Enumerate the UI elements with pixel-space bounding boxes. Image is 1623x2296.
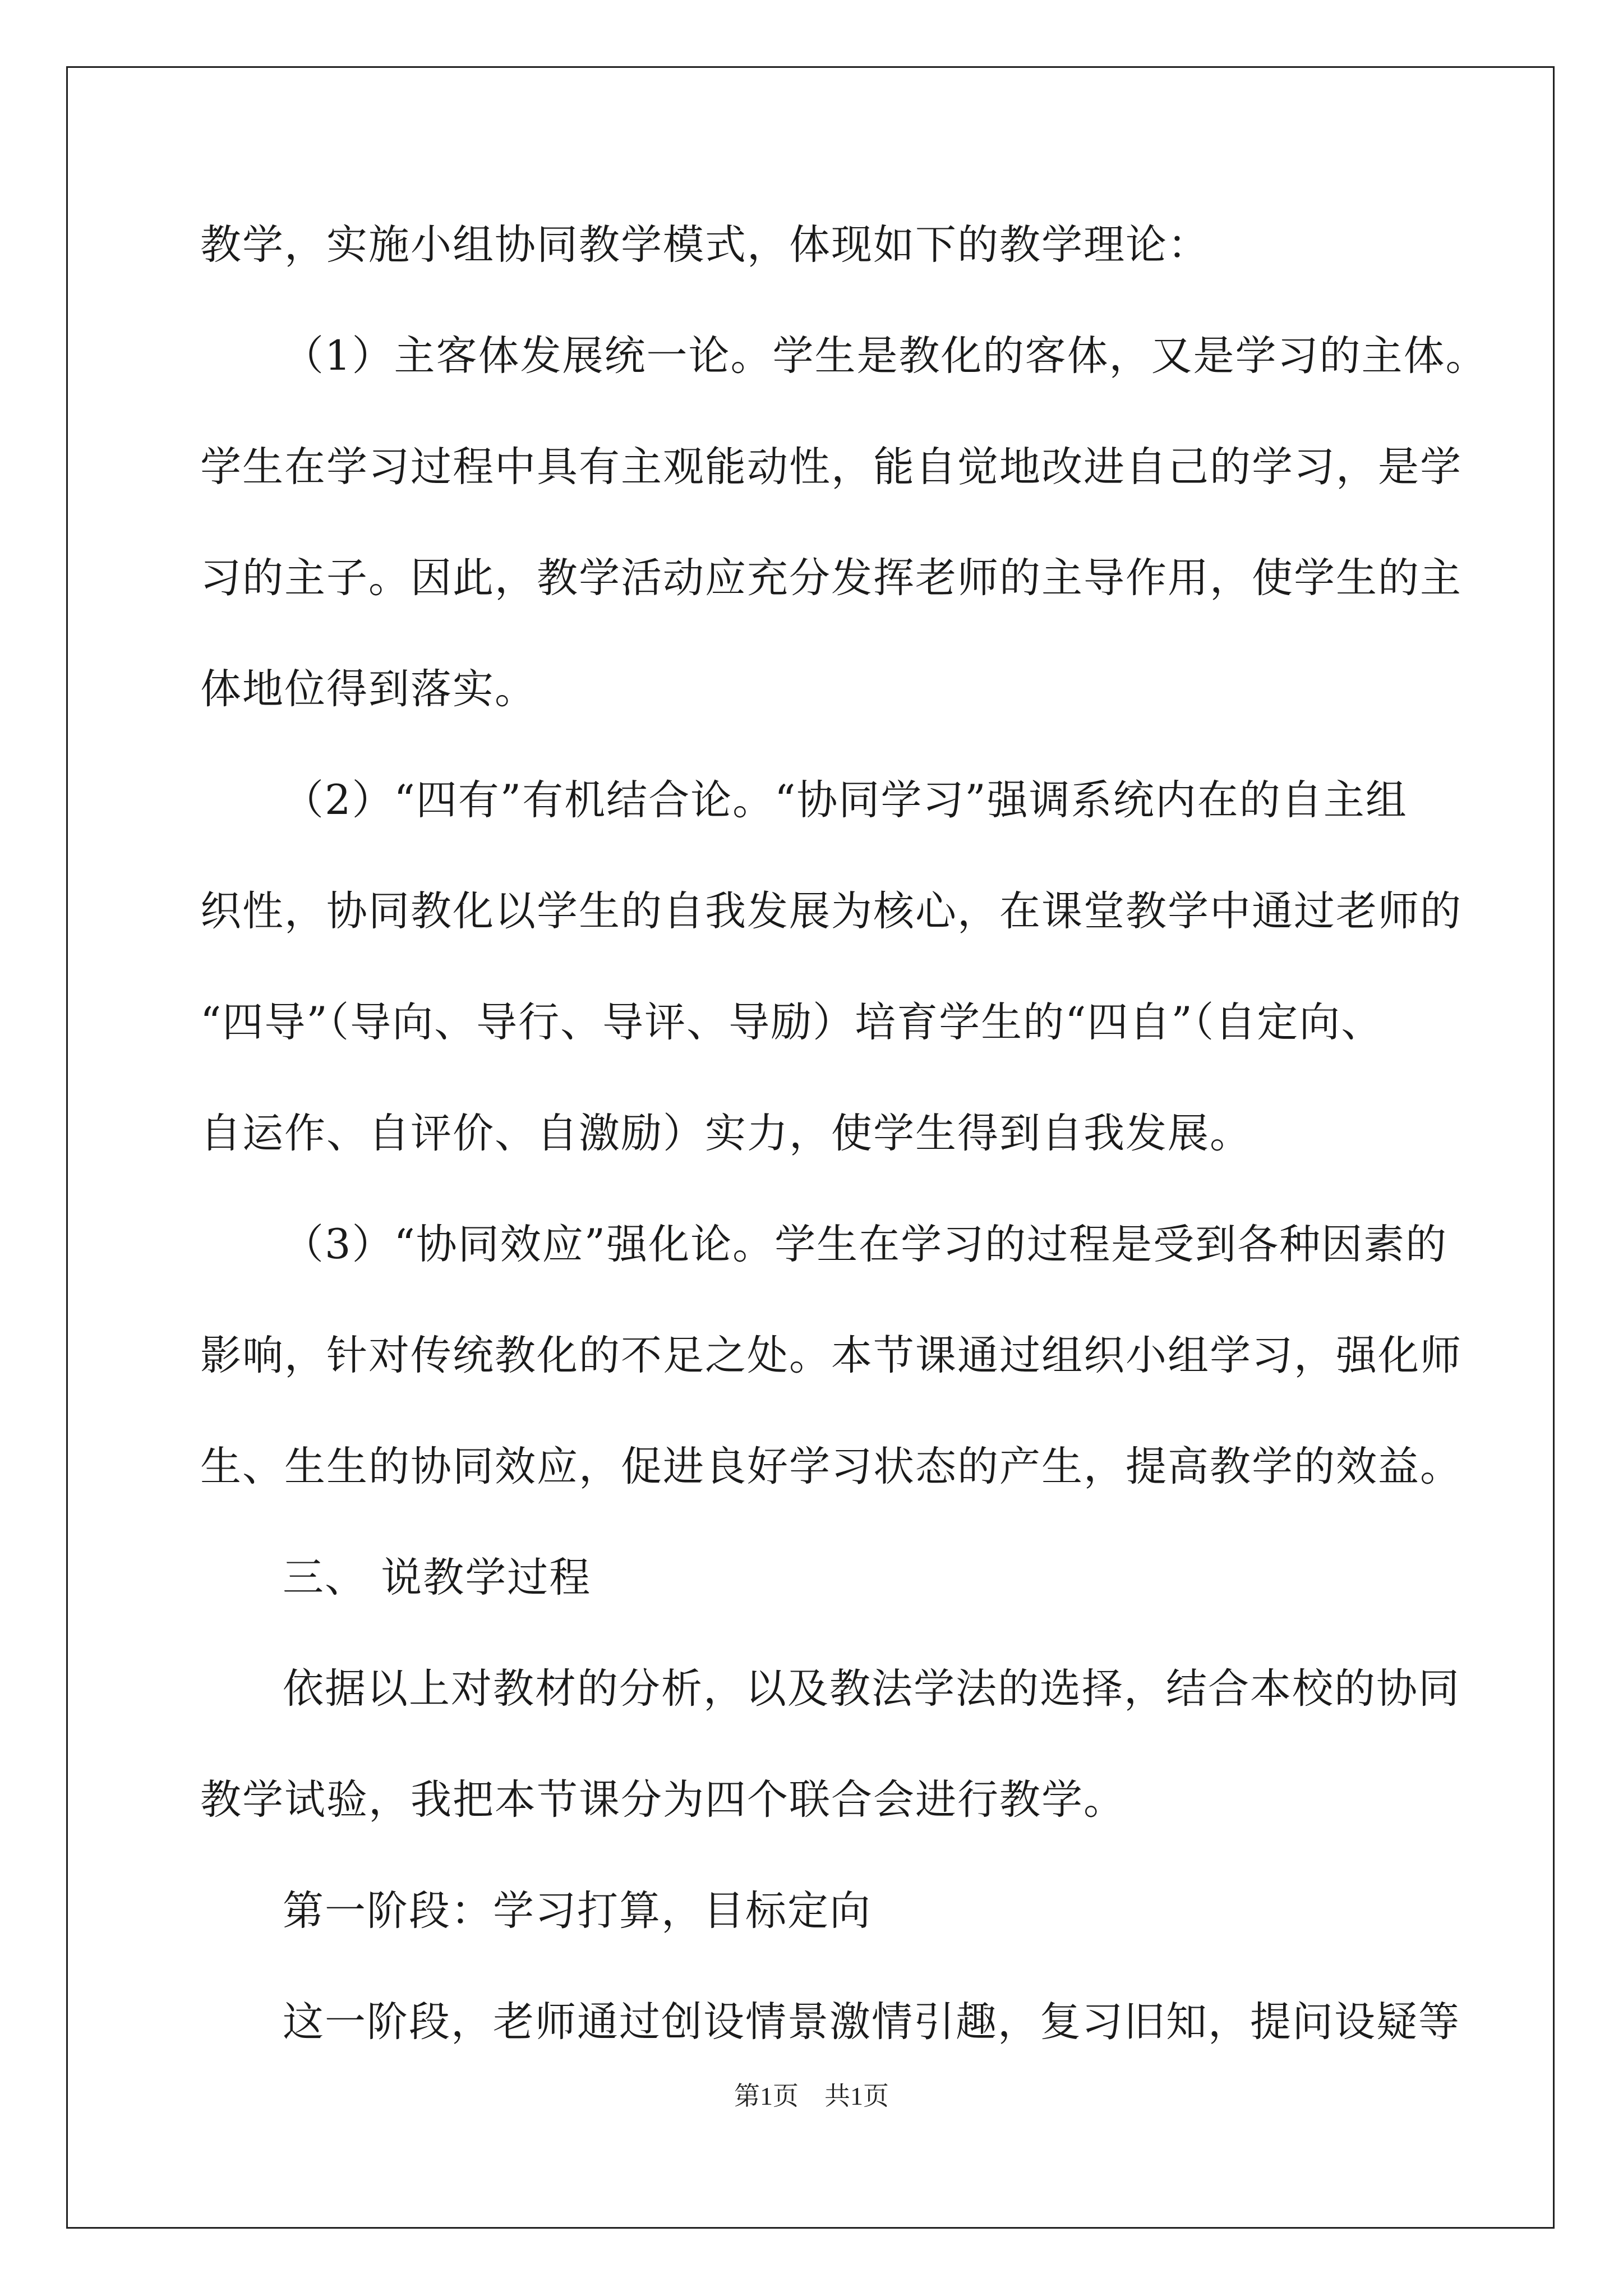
body-line-8: “四导”（导向、导行、导评、导励）培育学生的“四自”（自定向、	[200, 999, 1384, 1046]
body-line-5: 体地位得到落实。	[200, 665, 537, 713]
section-heading: 三、 说教学过程	[283, 1554, 592, 1602]
body-line-14: 依据以上对教材的分析，以及教法学法的选择，结合本校的协同	[283, 1665, 1460, 1713]
body-line-10: （3）“协同效应”强化论。学生在学习的过程是受到各种因素的	[283, 1221, 1448, 1268]
stage-heading: 第一阶段：学习打算，目标定向	[283, 1887, 872, 1935]
body-line-3: 学生在学习过程中具有主观能动性，能自觉地改进自己的学习，是学	[200, 443, 1462, 491]
body-line-7: 织性，协同教化以学生的自我发展为核心，在课堂教学中通过老师的	[200, 887, 1462, 935]
body-line-9: 自运作、自评价、自激励）实力，使学生得到自我发展。	[200, 1110, 1252, 1157]
body-line-2: （1）主客体发展统一论。学生是教化的客体，又是学习的主体。	[283, 332, 1488, 380]
body-line-15: 教学试验，我把本节课分为四个联合会进行教学。	[200, 1776, 1126, 1824]
body-line-12: 生、生生的协同效应，促进良好学习状态的产生，提高教学的效益。	[200, 1443, 1462, 1490]
page-footer: 第1页 共1页	[734, 2082, 889, 2110]
body-line-6: （2）“四有”有机结合论。“协同学习”强调系统内在的自主组	[283, 776, 1408, 824]
body-line-1: 教学，实施小组协同教学模式，体现如下的教学理论：	[200, 221, 1210, 269]
body-line-4: 习的主子。因此，教学活动应充分发挥老师的主导作用，使学生的主	[200, 554, 1462, 602]
body-line-11: 影响，针对传统教化的不足之处。本节课通过组织小组学习，强化师	[200, 1332, 1462, 1379]
body-line-17: 这一阶段，老师通过创设情景激情引趣，复习旧知，提问设疑等	[283, 1998, 1460, 2046]
